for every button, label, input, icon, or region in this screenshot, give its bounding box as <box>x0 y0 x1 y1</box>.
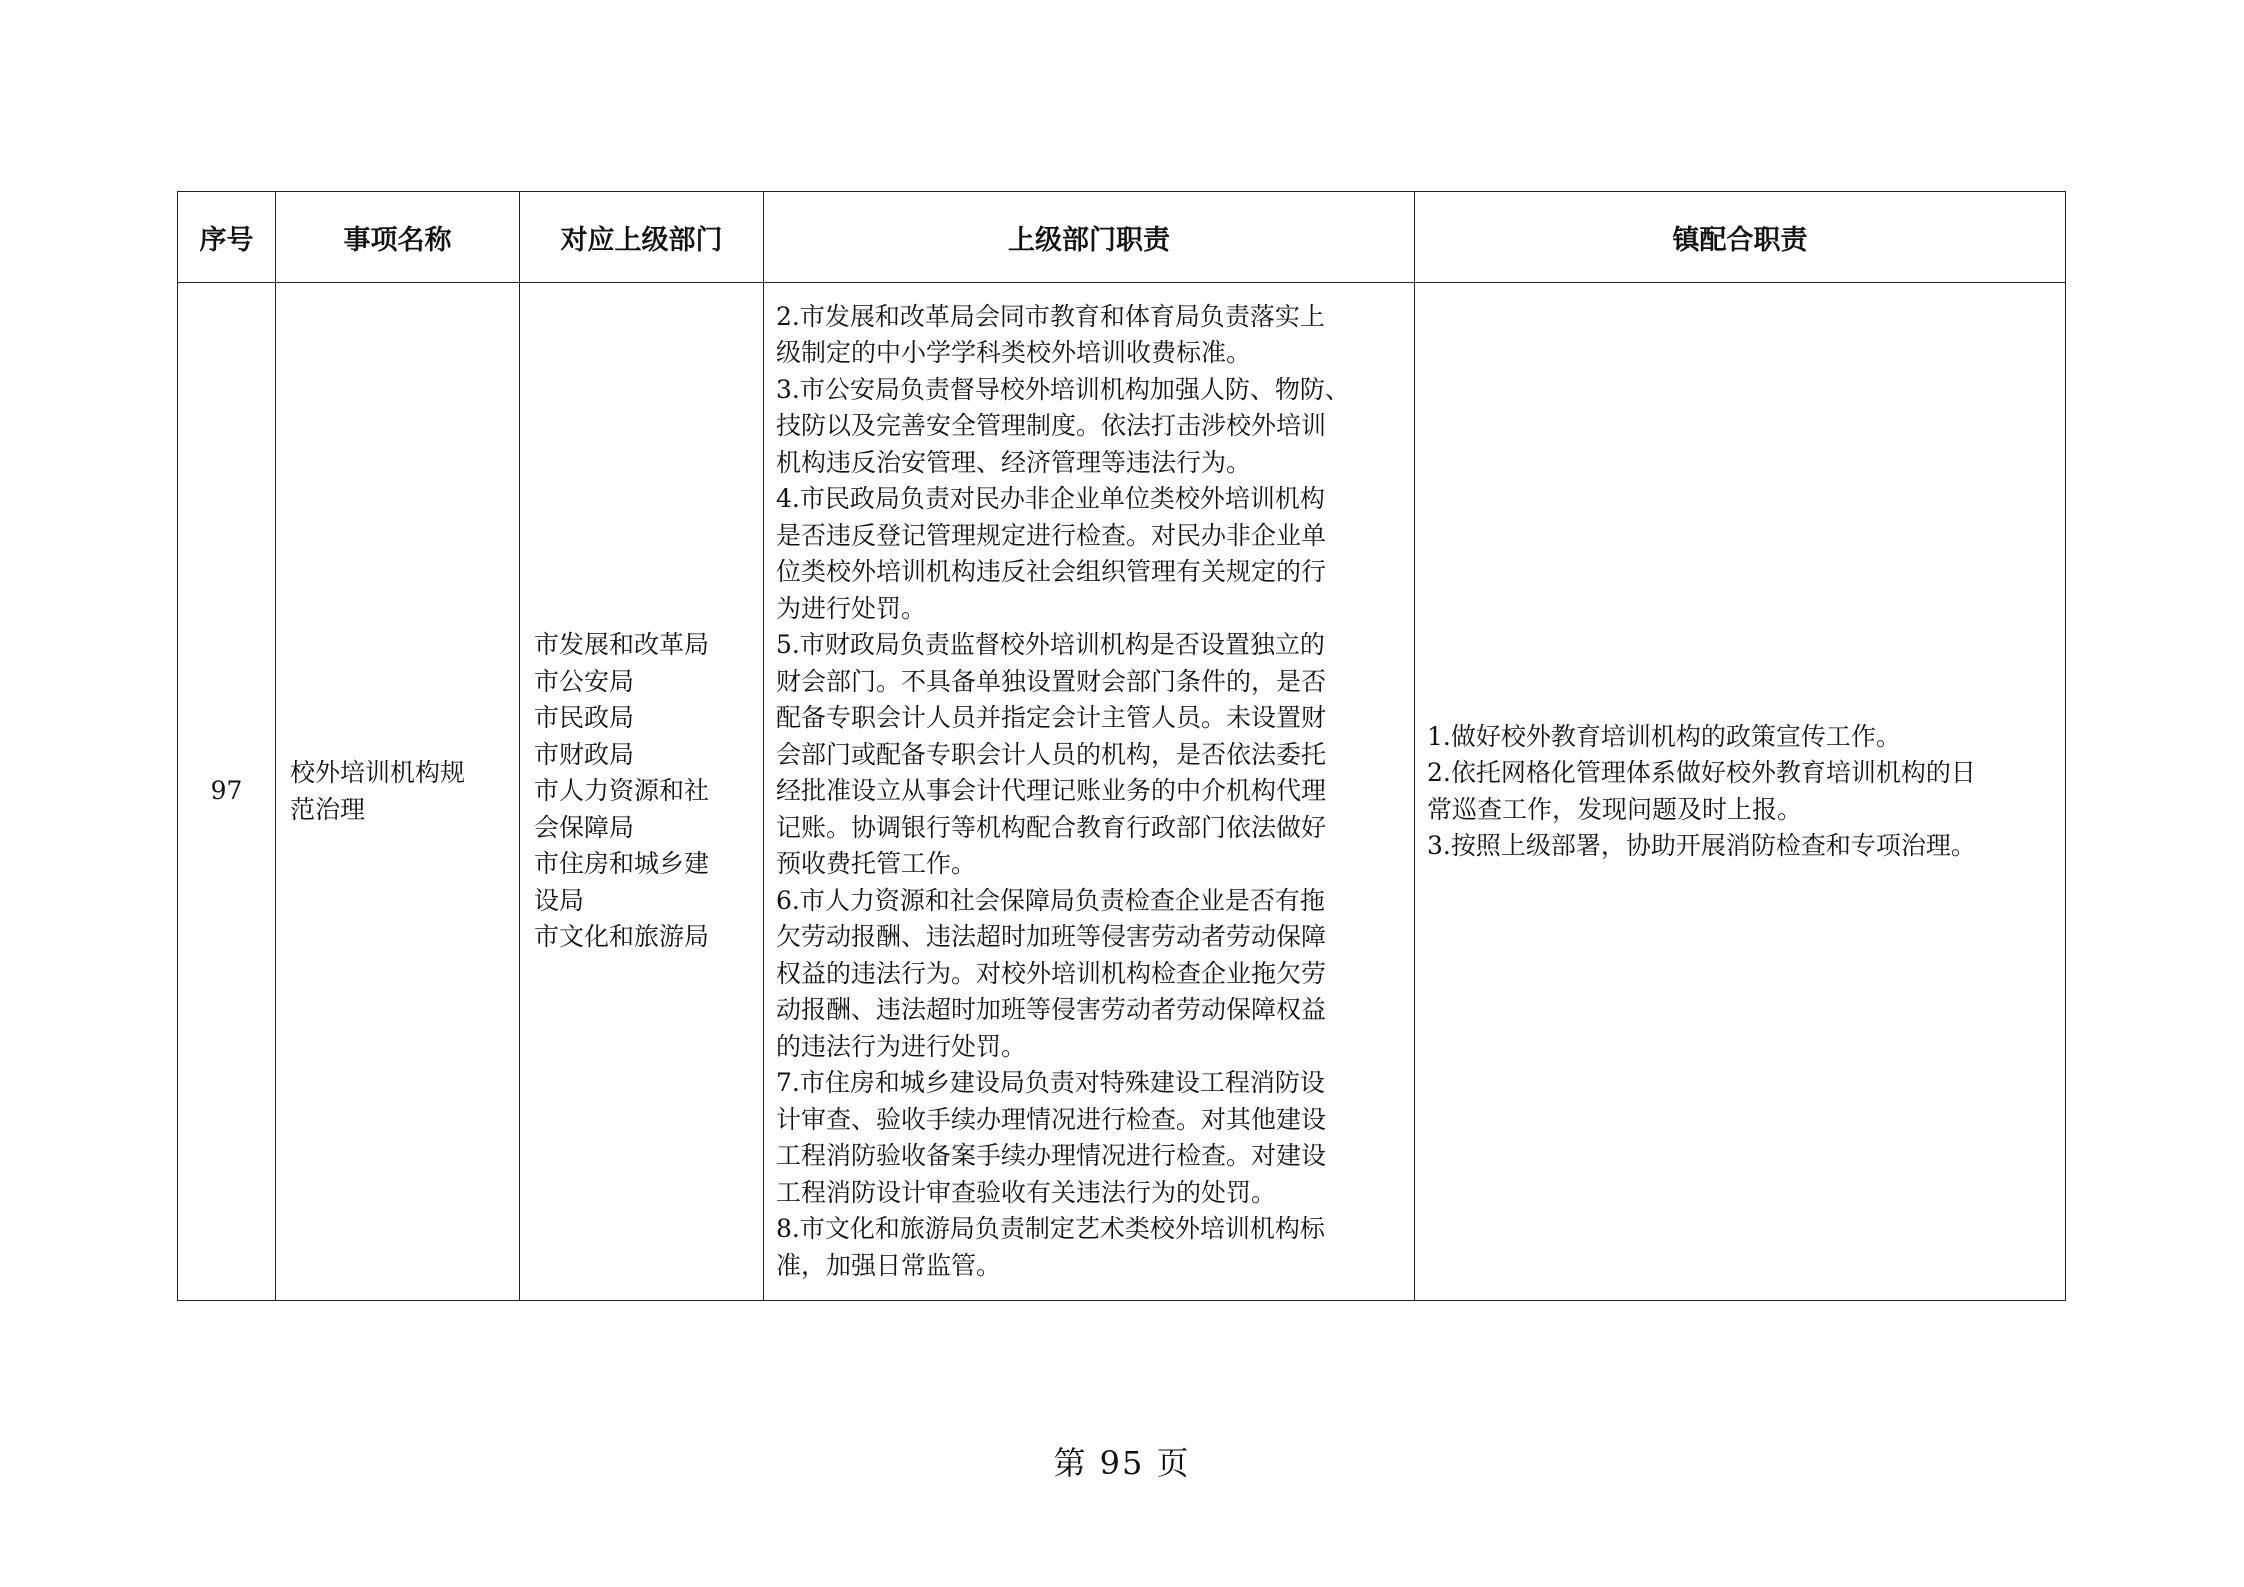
department-line: 市民政局 <box>534 703 635 733</box>
page-number: 第 95 页 <box>1053 1444 1191 1482</box>
upper-duty-line: 权益的违法行为。对校外培训机构检查企业拖欠劳 <box>776 958 1327 988</box>
header-dept: 对应上级部门 <box>520 192 764 283</box>
upper-duty-line: 2.市发展和改革局会同市教育和体育局负责落实上 <box>776 301 1325 331</box>
department-line: 市发展和改革局 <box>534 630 710 660</box>
department-line: 设局 <box>534 885 585 915</box>
upper-duty-line: 5.市财政局负责监督校外培训机构是否设置独立的 <box>776 630 1325 660</box>
upper-duty-line: 工程消防验收备案手续办理情况进行检查。对建设 <box>776 1141 1327 1171</box>
upper-duty-line: 会部门或配备专职会计人员的机构，是否依法委托 <box>776 739 1327 769</box>
town-duty-line: 2.依托网格化管理体系做好校外教育培训机构的日 <box>1427 758 1976 787</box>
department-line: 市人力资源和社 <box>534 776 710 806</box>
cell-item-name <box>276 283 520 1301</box>
upper-duty-line: 准，加强日常监管。 <box>776 1250 1002 1280</box>
upper-duty-line: 财会部门。不具备单独设置财会部门条件的，是否 <box>776 666 1327 696</box>
upper-duty-line: 7.市住房和城乡建设局负责对特殊建设工程消防设 <box>776 1068 1325 1098</box>
table-row <box>178 283 2066 1301</box>
table-header-row <box>178 192 2066 283</box>
town-duty-line: 3.按照上级部署，协助开展消防检查和专项治理。 <box>1427 831 1976 860</box>
department-line: 市公安局 <box>534 666 635 696</box>
upper-duty-line: 记账。协调银行等机构配合教育行政部门依法做好 <box>776 812 1327 842</box>
header-town-duty: 镇配合职责 <box>1415 192 2066 283</box>
upper-duty-line: 动报酬、违法超时加班等侵害劳动者劳动保障权益 <box>776 995 1327 1025</box>
upper-duty-line: 欠劳动报酬、违法超时加班等侵害劳动者劳动保障 <box>776 922 1327 952</box>
upper-duty-line: 级制定的中小学学科类校外培训收费标准。 <box>776 338 1252 368</box>
cell-upper-duties <box>764 283 1415 1301</box>
duty-table <box>177 191 2066 1301</box>
header-seq: 序号 <box>178 192 276 283</box>
upper-duty-line: 工程消防设计审查验收有关违法行为的处罚。 <box>776 1177 1277 1207</box>
upper-duty-line: 技防以及完善安全管理制度。依法打击涉校外培训 <box>776 411 1327 441</box>
item-name-line: 范治理 <box>290 794 366 824</box>
department-line: 市住房和城乡建 <box>534 849 710 879</box>
header-upper-duty: 上级部门职责 <box>764 192 1415 283</box>
cell-town-duties <box>1415 283 2066 1301</box>
upper-duty-line: 配备专职会计人员并指定会计主管人员。未设置财 <box>776 703 1327 733</box>
upper-duty-line: 的违法行为进行处罚。 <box>776 1031 1027 1061</box>
upper-duty-line: 3.市公安局负责督导校外培训机构加强人防、物防、 <box>776 374 1350 404</box>
town-duty-line: 常巡查工作，发现问题及时上报。 <box>1427 794 1803 824</box>
item-name-line: 校外培训机构规 <box>290 758 466 787</box>
upper-duty-line: 机构违反治安管理、经济管理等违法行为。 <box>776 447 1252 477</box>
header-item-name: 事项名称 <box>276 192 520 283</box>
department-line: 市文化和旅游局 <box>534 922 710 952</box>
cell-departments <box>520 283 764 1301</box>
upper-duty-line: 位类校外培训机构违反社会组织管理有关规定的行 <box>776 557 1327 587</box>
upper-duty-line: 8.市文化和旅游局负责制定艺术类校外培训机构标 <box>776 1214 1325 1244</box>
cell-seq: 97 <box>178 283 276 1301</box>
upper-duty-line: 预收费托管工作。 <box>776 849 977 879</box>
upper-duty-line: 经批准设立从事会计代理记账业务的中介机构代理 <box>776 776 1327 806</box>
upper-duty-line: 计审查、验收手续办理情况进行检查。对其他建设 <box>776 1104 1327 1134</box>
town-duty-line: 1.做好校外教育培训机构的政策宣传工作。 <box>1427 721 1901 751</box>
upper-duty-line: 为进行处罚。 <box>776 593 927 623</box>
upper-duty-line: 4.市民政局负责对民办非企业单位类校外培训机构 <box>776 484 1325 514</box>
department-line: 市财政局 <box>534 739 635 769</box>
upper-duty-line: 6.市人力资源和社会保障局负责检查企业是否有拖 <box>776 885 1325 915</box>
upper-duty-line: 是否违反登记管理规定进行检查。对民办非企业单 <box>776 520 1327 550</box>
department-line: 会保障局 <box>534 812 635 842</box>
